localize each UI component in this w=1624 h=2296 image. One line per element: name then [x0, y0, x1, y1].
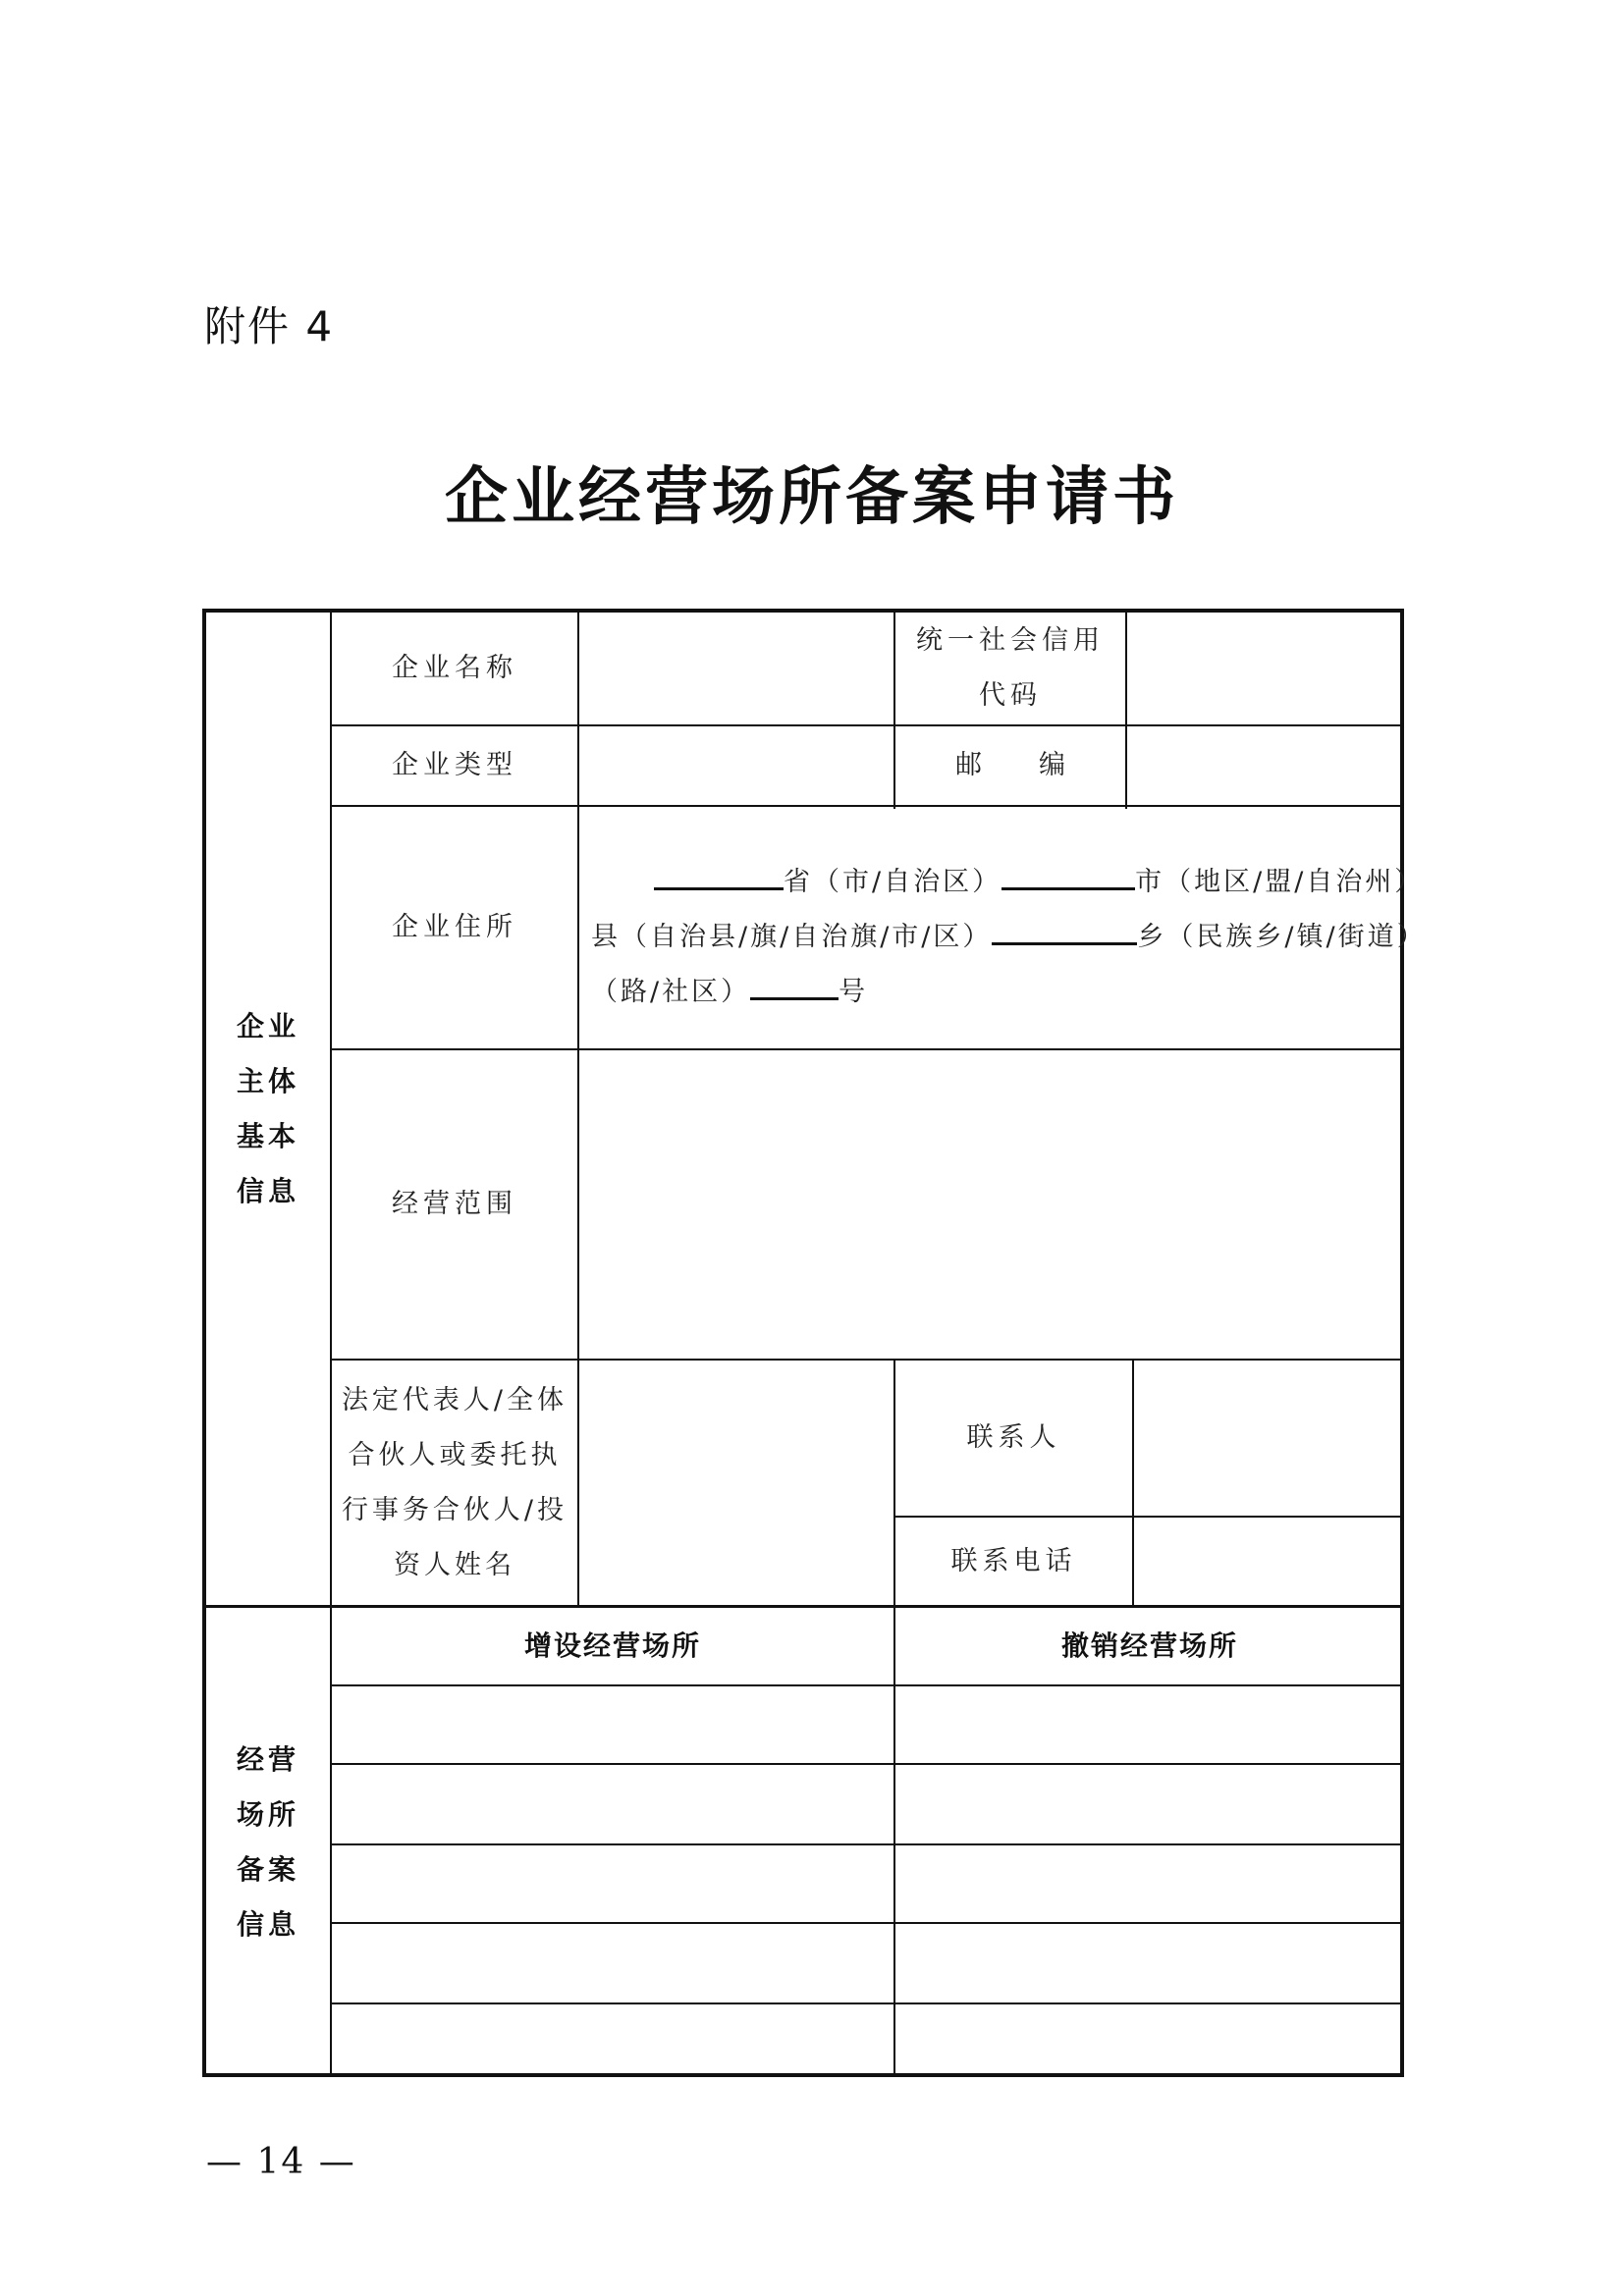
section-label-line: 备案 [236, 1853, 299, 1886]
section-label-line: 主体 [236, 1065, 299, 1097]
section-basic-info-label [206, 613, 330, 1606]
cancel-premises-header: 撤销经营场所 [1060, 1629, 1238, 1662]
company-name-field[interactable] [579, 613, 893, 724]
contact-phone-field[interactable] [1134, 1518, 1404, 1606]
section-label-line: 信息 [236, 1908, 299, 1941]
address-text: 号 [839, 977, 869, 1007]
address-text: 市（地区/盟/自治州） [1135, 867, 1425, 897]
postal-label-char: 邮 [955, 750, 982, 780]
street-number-blank[interactable] [750, 958, 839, 1000]
company-name-label: 企业名称 [392, 653, 517, 683]
add-premises-field[interactable] [332, 1765, 893, 1843]
credit-code-label-line: 统一社会信用 [916, 625, 1105, 656]
business-scope-field[interactable] [579, 1050, 1404, 1359]
rep-label-line: 法定代表人/全体 [341, 1385, 568, 1415]
contact-person-field[interactable] [1134, 1361, 1404, 1516]
cancel-premises-field[interactable] [895, 1765, 1404, 1843]
cancel-premises-field[interactable] [895, 2004, 1404, 2077]
postal-code-field[interactable] [1127, 726, 1404, 805]
rep-label-line: 资人姓名 [394, 1550, 515, 1580]
cancel-premises-field[interactable] [895, 1845, 1404, 1922]
address-label: 企业住所 [392, 912, 517, 942]
section-premises-label [206, 1608, 330, 2077]
postal-label-char: 编 [1039, 750, 1065, 780]
form-title: 企业经营场所备案申请书 [445, 461, 1179, 534]
rep-label-line: 行事务合伙人/投 [341, 1495, 568, 1525]
page-number: — 14 — [206, 2142, 356, 2182]
add-premises-field[interactable] [332, 2004, 893, 2077]
county-blank[interactable] [992, 903, 1137, 945]
section-label-line: 经营 [236, 1743, 299, 1776]
contact-person-label: 联系人 [966, 1422, 1061, 1453]
cancel-premises-field[interactable] [895, 1686, 1404, 1763]
section-label-line: 信息 [236, 1175, 299, 1207]
add-premises-header: 增设经营场所 [523, 1629, 701, 1662]
add-premises-field[interactable] [332, 1686, 893, 1763]
postal-code-label [895, 726, 1125, 805]
section-label-line: 企业 [236, 1010, 299, 1042]
rep-label-line: 合伙人或委托执 [348, 1440, 562, 1470]
filing-form [202, 609, 1427, 2077]
add-premises-field[interactable] [332, 1924, 893, 2002]
address-field [583, 807, 1427, 1048]
attachment-label: 附件 4 [204, 302, 335, 350]
credit-code-label-line: 代码 [979, 680, 1042, 711]
address-text: 省（市/自治区） [784, 867, 1002, 897]
cancel-premises-field[interactable] [895, 1924, 1404, 2002]
credit-code-field[interactable] [1127, 613, 1404, 724]
address-text: 乡（民族乡/镇/街道） [1137, 922, 1427, 952]
city-blank[interactable] [1001, 848, 1135, 890]
add-premises-field[interactable] [332, 1845, 893, 1922]
company-type-label: 企业类型 [392, 750, 517, 780]
business-scope-label: 经营范围 [392, 1189, 517, 1219]
section-label-line: 基本 [236, 1120, 299, 1152]
address-text: （路/社区） [591, 977, 751, 1007]
credit-code-label [895, 613, 1125, 724]
legal-representative-label [332, 1361, 577, 1606]
province-blank[interactable] [654, 848, 784, 890]
company-type-field[interactable] [579, 726, 893, 805]
section-label-line: 场所 [236, 1798, 299, 1831]
legal-representative-field[interactable] [579, 1361, 893, 1606]
address-text: 县（自治县/旗/自治旗/市/区） [591, 922, 993, 952]
contact-phone-label: 联系电话 [950, 1546, 1077, 1576]
